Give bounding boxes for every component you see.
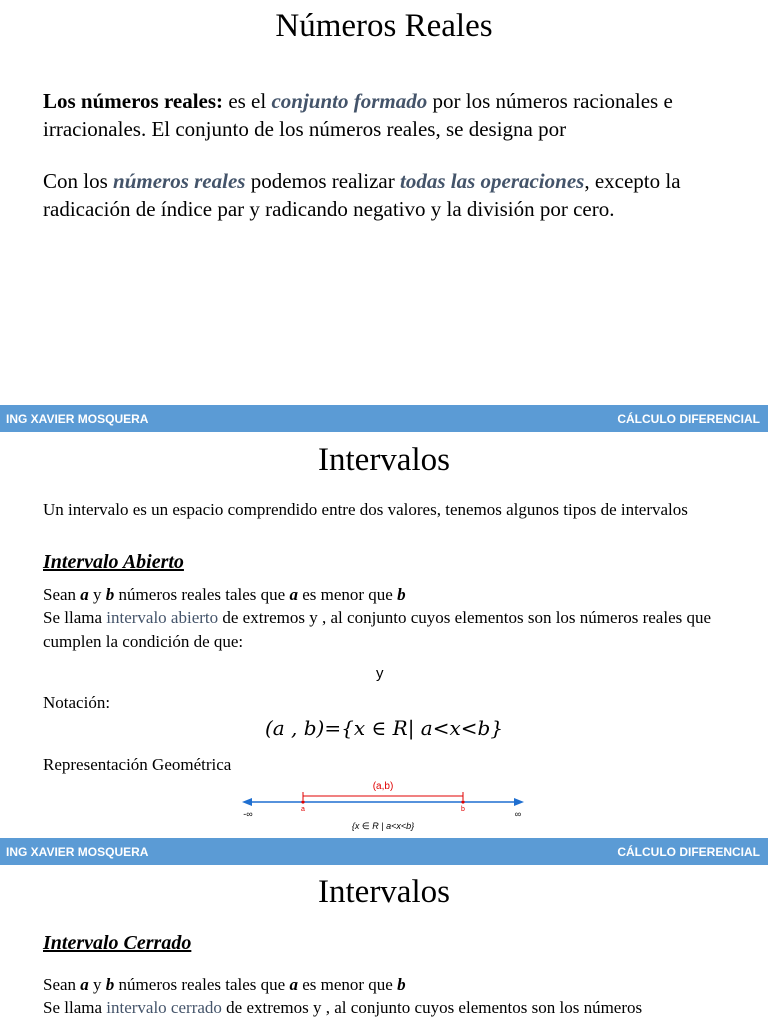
- point-b-label: b: [461, 806, 465, 813]
- slide-title: Intervalos: [318, 874, 450, 910]
- text: Se llama: [43, 608, 107, 627]
- variable: b: [397, 975, 406, 994]
- text: y: [88, 585, 106, 604]
- text: por los números racionales e irracionales. El conjunto de los números reales, se designa por: [43, 89, 673, 141]
- point-a: [301, 800, 304, 803]
- point-b: [461, 800, 464, 803]
- footer-author: ING XAVIER MOSQUERA: [6, 844, 149, 859]
- variable: a: [289, 975, 298, 994]
- set-notation-label: {x ∈ R | a<x<b}: [351, 821, 415, 831]
- slide-intervalos-cerrado: [0, 865, 768, 1024]
- slide-footer: [0, 838, 768, 865]
- variable: b: [105, 975, 115, 994]
- section-heading: Intervalo Cerrado: [43, 932, 192, 954]
- text: números reales tales que: [114, 585, 290, 604]
- footer-author: ING XAVIER MOSQUERA: [6, 411, 149, 426]
- text: Sean: [43, 585, 81, 604]
- text: es menor que: [297, 975, 398, 994]
- intro-paragraph: Un intervalo es un espacio comprendido entre dos valores, tenemos algunos tipos de intervalos: [43, 500, 688, 519]
- variable: a: [289, 585, 298, 604]
- pos-infinity-label: ∞: [514, 809, 522, 819]
- slide-footer: [0, 405, 768, 432]
- neg-infinity-label: -∞: [243, 809, 253, 819]
- interval-formula: (a , b)={x ∈ R| a<x<b}: [264, 716, 504, 740]
- footer-course: CÁLCULO DIFERENCIAL: [617, 411, 760, 426]
- notation-label: Notación:: [43, 693, 111, 712]
- geometric-label: Representación Geométrica: [43, 755, 232, 774]
- number-line-diagram: [0, 772, 768, 838]
- slide-numeros-reales: [0, 0, 768, 405]
- interval-definition: [43, 996, 738, 1020]
- highlight-text: todas las operaciones: [399, 169, 585, 193]
- term-label: Los números reales:: [43, 89, 224, 113]
- point-a-label: a: [301, 806, 305, 813]
- definition-line: [43, 583, 738, 607]
- section-heading: Intervalo Abierto: [43, 551, 184, 573]
- term-link: intervalo abierto: [106, 608, 219, 627]
- text: Con los: [43, 169, 114, 193]
- slide-title: Números Reales: [275, 8, 493, 44]
- right-arrow-icon: [514, 798, 524, 806]
- interval-label: (a,b): [372, 781, 394, 792]
- y-label: y: [376, 665, 384, 682]
- left-arrow-icon: [242, 798, 252, 806]
- variable: b: [397, 585, 406, 604]
- text: y: [88, 975, 106, 994]
- text: de extremos y , al conjunto cuyos elementos son los números: [221, 998, 643, 1017]
- footer-course: CÁLCULO DIFERENCIAL: [617, 844, 760, 859]
- operations-paragraph: [43, 167, 738, 223]
- text: Se llama: [43, 998, 107, 1017]
- variable: b: [105, 585, 115, 604]
- text: podemos realizar: [245, 169, 400, 193]
- text: Sean: [43, 975, 81, 994]
- interval-definition: [43, 606, 738, 654]
- definition-line: [43, 973, 738, 997]
- highlight-text: números reales: [113, 169, 246, 193]
- definition-paragraph: [43, 87, 738, 143]
- text: de extremos y , al conjunto cuyos elementos son los números reales que cumplen la condición de que:: [43, 608, 712, 651]
- variable: a: [80, 585, 89, 604]
- slide-title: Intervalos: [318, 442, 450, 478]
- variable: a: [80, 975, 89, 994]
- text: números reales tales que: [114, 975, 290, 994]
- text: , excepto la radicación de índice par y radicando negativo y la división por cero.: [43, 169, 681, 221]
- slide-intervalos-abierto: [0, 432, 768, 838]
- text: es el: [223, 89, 272, 113]
- text: es menor que: [297, 585, 398, 604]
- term-link: intervalo cerrado: [106, 998, 222, 1017]
- highlight-text: conjunto formado: [271, 89, 428, 113]
